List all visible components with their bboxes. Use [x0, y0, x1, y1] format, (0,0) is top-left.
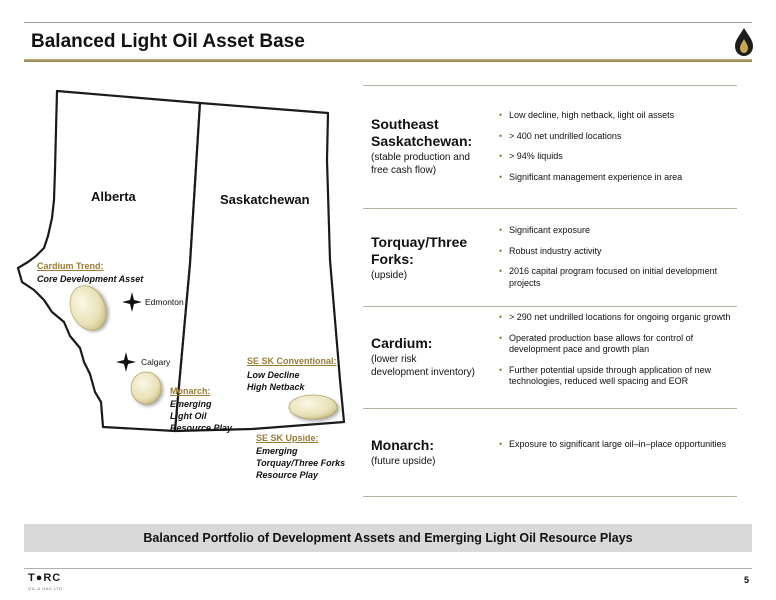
play-title-se-sk-upside: SE SK Upside:: [256, 433, 319, 443]
list-item: • Operated production base allows for control of development pace and growth plan: [497, 333, 733, 356]
region-subtitle: (upside): [371, 270, 408, 281]
se-sk-asset-icon: [289, 395, 337, 419]
company-logo: T●RC: [28, 572, 62, 584]
page-number: 5: [744, 575, 750, 585]
region-torquay-three-forks: [371, 234, 496, 282]
list-item: • Exposure to significant large oil–in–place opportunities: [497, 439, 733, 451]
row-divider: [363, 85, 737, 86]
list-item: • Significant exposure: [497, 225, 733, 237]
region-name: Southeast Saskatchewan:: [371, 116, 473, 149]
page-title: Balanced Light Oil Asset Base: [31, 31, 305, 52]
bullet-list-monarch: [497, 439, 733, 460]
region-name: Torquay/Three Forks:: [371, 234, 468, 267]
region-name: Cardium:: [371, 335, 433, 351]
footer-rule: [24, 568, 752, 569]
play-title-cardium: Cardium Trend:: [37, 261, 104, 271]
play-title-se-sk-conventional: SE SK Conventional:: [247, 356, 337, 366]
top-rule: [24, 22, 752, 23]
company-logo-subtitle: OIL & GAS LTD.: [28, 586, 65, 591]
region-southeast-saskatchewan: [371, 116, 496, 177]
monarch-asset-icon: [131, 372, 161, 404]
list-item: • Significant management experience in area: [497, 172, 733, 184]
play-desc-monarch: Emerging Light Oil Resource Play: [170, 399, 233, 433]
bullet-list-torquay-three-forks: [497, 225, 733, 298]
region-subtitle: (stable production and free cash flow): [371, 152, 470, 176]
summary-banner: Balanced Portfolio of Development Assets and Emerging Light Oil Resource Plays: [24, 524, 752, 552]
row-divider: [363, 306, 737, 307]
map-label-alberta: Alberta: [91, 189, 136, 204]
list-item: • Further potential upside through application of new technologies, reduced well spacing and EOR: [497, 365, 733, 388]
city-label-edmonton: Edmonton: [145, 297, 184, 307]
city-label-calgary: Calgary: [141, 357, 171, 367]
list-item: • > 400 net undrilled locations: [497, 131, 733, 143]
oil-drop-logo-icon: [732, 27, 756, 57]
region-name: Monarch:: [371, 437, 434, 453]
row-divider: [363, 408, 737, 409]
region-subtitle: (lower risk development inventory): [371, 354, 475, 378]
play-desc-cardium: Core Development Asset: [37, 274, 144, 284]
list-item: • > 290 net undrilled locations for ongoing organic growth: [497, 312, 733, 324]
region-cardium: [371, 335, 496, 379]
play-desc-se-sk-upside: Emerging Torquay/Three Forks Resource Play: [256, 446, 346, 480]
region-subtitle: (future upside): [371, 456, 436, 467]
list-item: • > 94% liquids: [497, 151, 733, 163]
row-divider: [363, 496, 737, 497]
list-item: • 2016 capital program focused on initial development projects: [497, 266, 733, 289]
title-rule: [24, 59, 752, 62]
region-monarch: [371, 437, 496, 468]
play-title-monarch: Monarch:: [170, 386, 211, 396]
map-label-saskatchewan: Saskatchewan: [220, 192, 310, 207]
bullet-list-southeast-saskatchewan: [497, 110, 733, 192]
play-desc-se-sk-conventional: Low Decline High Netback: [247, 370, 305, 392]
list-item: • Low decline, high netback, light oil assets: [497, 110, 733, 122]
row-divider: [363, 208, 737, 209]
bullet-list-cardium: [497, 312, 733, 397]
list-item: • Robust industry activity: [497, 246, 733, 258]
